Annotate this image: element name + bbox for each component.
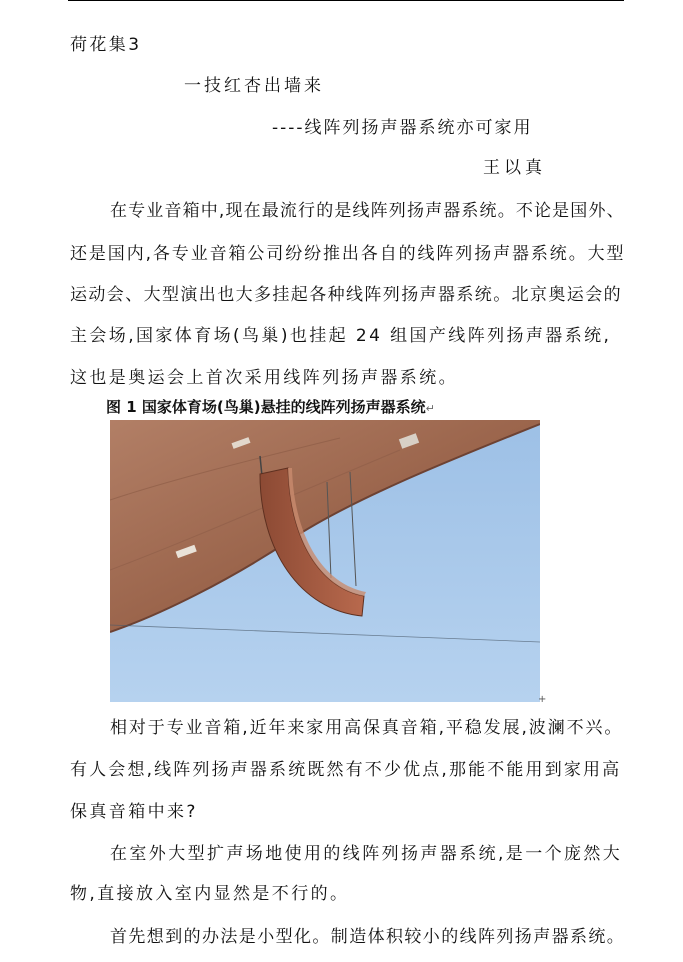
article-title: 一技红杏出墙来	[184, 76, 324, 96]
para1-line1: 在专业音箱中,现在最流行的是线阵列扬声器系统。不论是国外、	[110, 201, 625, 221]
series-label: 荷花集3	[70, 35, 142, 55]
article-subtitle: ----线阵列扬声器系统亦可家用	[272, 118, 533, 138]
para1-line2: 还是国内,各专业音箱公司纷纷推出各自的线阵列扬声器系统。大型	[70, 244, 626, 264]
figure-caption-text: 图 1 国家体育场(鸟巢)悬挂的线阵列扬声器系统	[106, 398, 426, 416]
para2-line2: 有人会想,线阵列扬声器系统既然有不少优点,那能不能用到家用高	[70, 760, 622, 780]
para2-line3: 保真音箱中来?	[70, 802, 198, 822]
para4-line1: 首先想到的办法是小型化。制造体积较小的线阵列扬声器系统。	[110, 927, 626, 947]
para1-line5: 这也是奥运会上首次采用线阵列扬声器系统。	[70, 368, 458, 388]
top-rule	[68, 0, 624, 1]
para2-line1: 相对于专业音箱,近年来家用高保真音箱,平稳发展,波澜不兴。	[110, 718, 624, 738]
figure-caption	[106, 397, 435, 419]
stadium-photo	[110, 420, 540, 702]
author: 王以真	[483, 158, 546, 178]
para1-line4: 主会场,国家体育场(鸟巢)也挂起 24 组国产线阵列扬声器系统,	[70, 326, 612, 346]
return-mark: ↵	[425, 402, 435, 415]
anchor-mark: +	[538, 694, 547, 705]
photo-illustration	[110, 420, 540, 702]
para1-line3: 运动会、大型演出也大多挂起各种线阵列扬声器系统。北京奥运会的	[70, 285, 622, 305]
para3-line1: 在室外大型扩声场地使用的线阵列扬声器系统,是一个庞然大	[110, 844, 623, 864]
para3-line2: 物,直接放入室内显然是不行的。	[70, 884, 350, 904]
